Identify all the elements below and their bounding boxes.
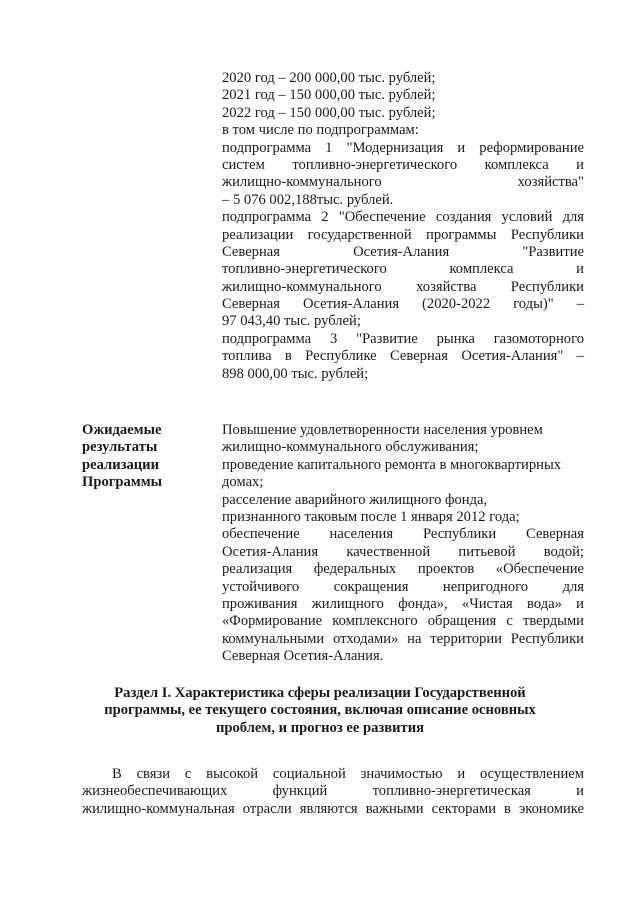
- body-line: жизнеобеспечивающих функций топливно-энергетическая и: [82, 783, 584, 800]
- funding-line: топливно-энергетического комплекса и: [222, 261, 584, 278]
- section-heading-line: программы, ее текущего состояния, включая описание основных: [104, 702, 536, 719]
- section-heading-line: проблем, и прогноз ее развития: [215, 719, 425, 736]
- funding-line: подпрограмма 3 "Развитие рынка газомоторного: [222, 330, 584, 347]
- results-line: домах;: [222, 474, 264, 491]
- funding-line: подпрограмма 1 "Модернизация и реформирование: [222, 139, 584, 156]
- expected-results-text: [222, 422, 584, 665]
- funding-line: 2022 год – 150 000,00 тыс. рублей;: [222, 104, 436, 121]
- expected-results-label: Ожидаемые результаты реализации Программы: [82, 422, 163, 491]
- funding-line: подпрограмма 2 "Обеспечение создания условий для: [222, 209, 584, 226]
- funding-line: – 5 076 002,188тыс. рублей.: [222, 191, 394, 208]
- body-paragraph: [82, 766, 584, 818]
- funding-line: реализации государственной программы Республики: [222, 226, 584, 243]
- body-line: В связи с высокой социальной значимостью и осуществлением: [112, 766, 584, 782]
- funding-line: 97 043,40 тыс. рублей;: [222, 313, 361, 330]
- results-line: Северная Осетия-Алания.: [222, 648, 384, 665]
- section-heading-line: Раздел I. Характеристика сферы реализации Государственной: [114, 685, 526, 701]
- results-line: расселение аварийного жилищного фонда,: [222, 491, 488, 508]
- funding-line: топлива в Республике Северная Осетия-Алания" –: [222, 348, 584, 365]
- funding-line: 2021 год – 150 000,00 тыс. рублей;: [222, 87, 436, 104]
- funding-line: систем топливно-энергетического комплекса и: [222, 156, 584, 173]
- funding-line: жилищно-коммунального хозяйства": [222, 174, 584, 191]
- results-line: признанного таковым после 1 января 2012 года;: [222, 508, 520, 525]
- funding-line: Северная Осетия-Алания "Развитие: [222, 243, 584, 260]
- funding-line: жилищно-коммунального хозяйства Республики: [222, 278, 584, 295]
- body-line: жилищно-коммунальная отрасли являются важными секторами в экономике: [82, 800, 584, 817]
- results-line: реализация федеральных проектов «Обеспечение: [222, 561, 584, 578]
- results-line: жилищно-коммунального обслуживания;: [222, 439, 479, 456]
- funding-line: 898 000,00 тыс. рублей;: [222, 365, 369, 382]
- funding-details: [222, 70, 584, 383]
- funding-line: Северная Осетия-Алания (2020-2022 годы)" –: [222, 296, 584, 313]
- results-line: «Формирование комплексного обращения с твердыми: [222, 613, 584, 630]
- section-heading: [60, 685, 580, 737]
- results-line: устойчивого сокращения непригодного для: [222, 578, 584, 595]
- results-line: обеспечение населения Республики Северная: [222, 526, 584, 543]
- results-line: проживания жилищного фонда», «Чистая вода» и: [222, 595, 584, 612]
- results-line: Повышение удовлетворенности населения уровнем: [222, 422, 543, 438]
- results-line: коммунальными отходами» на территории Республики: [222, 630, 584, 647]
- results-line: Осетия-Алания качественной питьевой водой;: [222, 543, 584, 560]
- funding-line: в том числе по подпрограммам:: [222, 122, 419, 139]
- results-line: проведение капитального ремонта в многоквартирных: [222, 456, 562, 473]
- funding-line: 2020 год – 200 000,00 тыс. рублей;: [222, 70, 436, 86]
